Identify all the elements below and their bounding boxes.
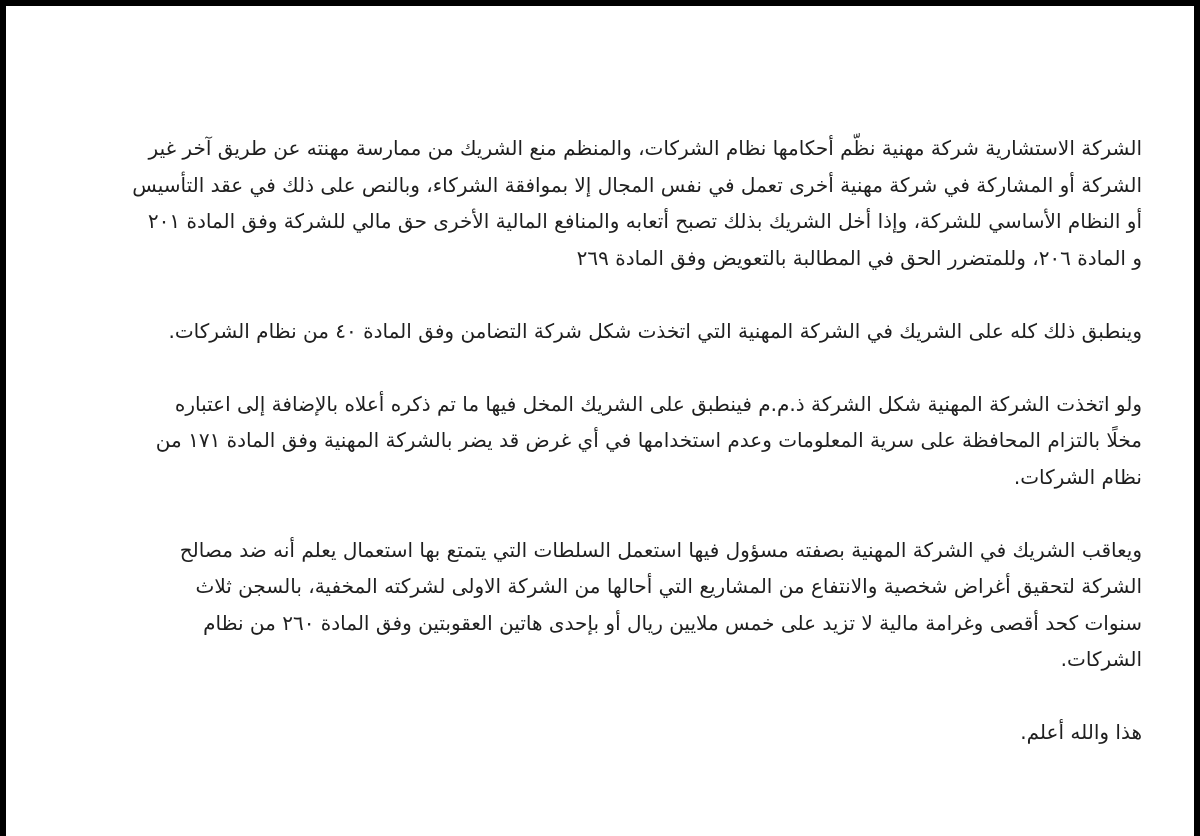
paragraph-general-partnership [64, 313, 1142, 350]
paragraph-line: أو النظام الأساسي للشركة، وإذا أخل الشريك بذلك تصبح أتعابه والمنافع المالية الأخرى حق مالي للشركة وفق المادة ٢٠١ [147, 209, 1142, 233]
paragraph-llc [64, 386, 1142, 496]
paragraph-line: الشركة أو المشاركة في شركة مهنية أخرى تعمل في نفس المجال إلا بموافقة الشركاء، وبالنص على ذلك في عقد التأسيس [132, 172, 1142, 197]
screenshot-frame [6, 6, 1194, 836]
paragraph-line: نظام الشركات. [1013, 464, 1142, 489]
paragraph-line: هذا والله أعلم. [1020, 720, 1142, 744]
paragraph-line: و المادة ٢٠٦، وللمتضرر الحق في المطالبة بالتعويض وفق المادة ٢٦٩ [576, 245, 1142, 270]
paragraph-line: الشركة الاستشارية شركة مهنية نظّم أحكامها نظام الشركات، والمنظم منع الشريك من ممارسة مهنته عن طريق آخر غير [148, 136, 1142, 160]
paragraph-closing [64, 714, 1142, 751]
paragraph-line: سنوات كحد أقصى وغرامة مالية لا تزيد على خمس ملايين ريال أو بإحدى هاتين العقوبتين وفق المادة ٢٦٠ من نظام [203, 610, 1142, 635]
paragraph-line: ولو اتخذت الشركة المهنية شكل الشركة ذ.م.م فينطبق على الشريك المخل فيها ما تم ذكره أعلاه بالإضافة إلى اعتباره [174, 391, 1142, 416]
document-body [64, 130, 1142, 787]
paragraph-line: الشركات. [1060, 647, 1142, 671]
paragraph-line: الشركة لتحقيق أغراض شخصية والانتفاع من المشاريع التي أحالها من الشركة الاولى لشركته المخفية، بالسجن ثلاث [195, 574, 1142, 598]
paragraph-line: ويعاقب الشريك في الشركة المهنية بصفته مسؤول فيها استعمل السلطات التي يتمتع بها استعمال يعلم أنه ضد مصالح [179, 537, 1142, 562]
paragraph-penalty [64, 532, 1142, 678]
paragraph-line: مخلًا بالتزام المحافظة على سرية المعلومات وعدم استخدامها في أي غرض قد يضر بالشركة المهنية وفق المادة ١٧١ من [155, 428, 1142, 452]
paragraph-line: وينطبق ذلك كله على الشريك في الشركة المهنية التي اتخذت شكل شركة التضامن وفق المادة ٤٠ من نظام الشركات. [168, 318, 1142, 343]
paragraph-professional-company [64, 130, 1142, 276]
